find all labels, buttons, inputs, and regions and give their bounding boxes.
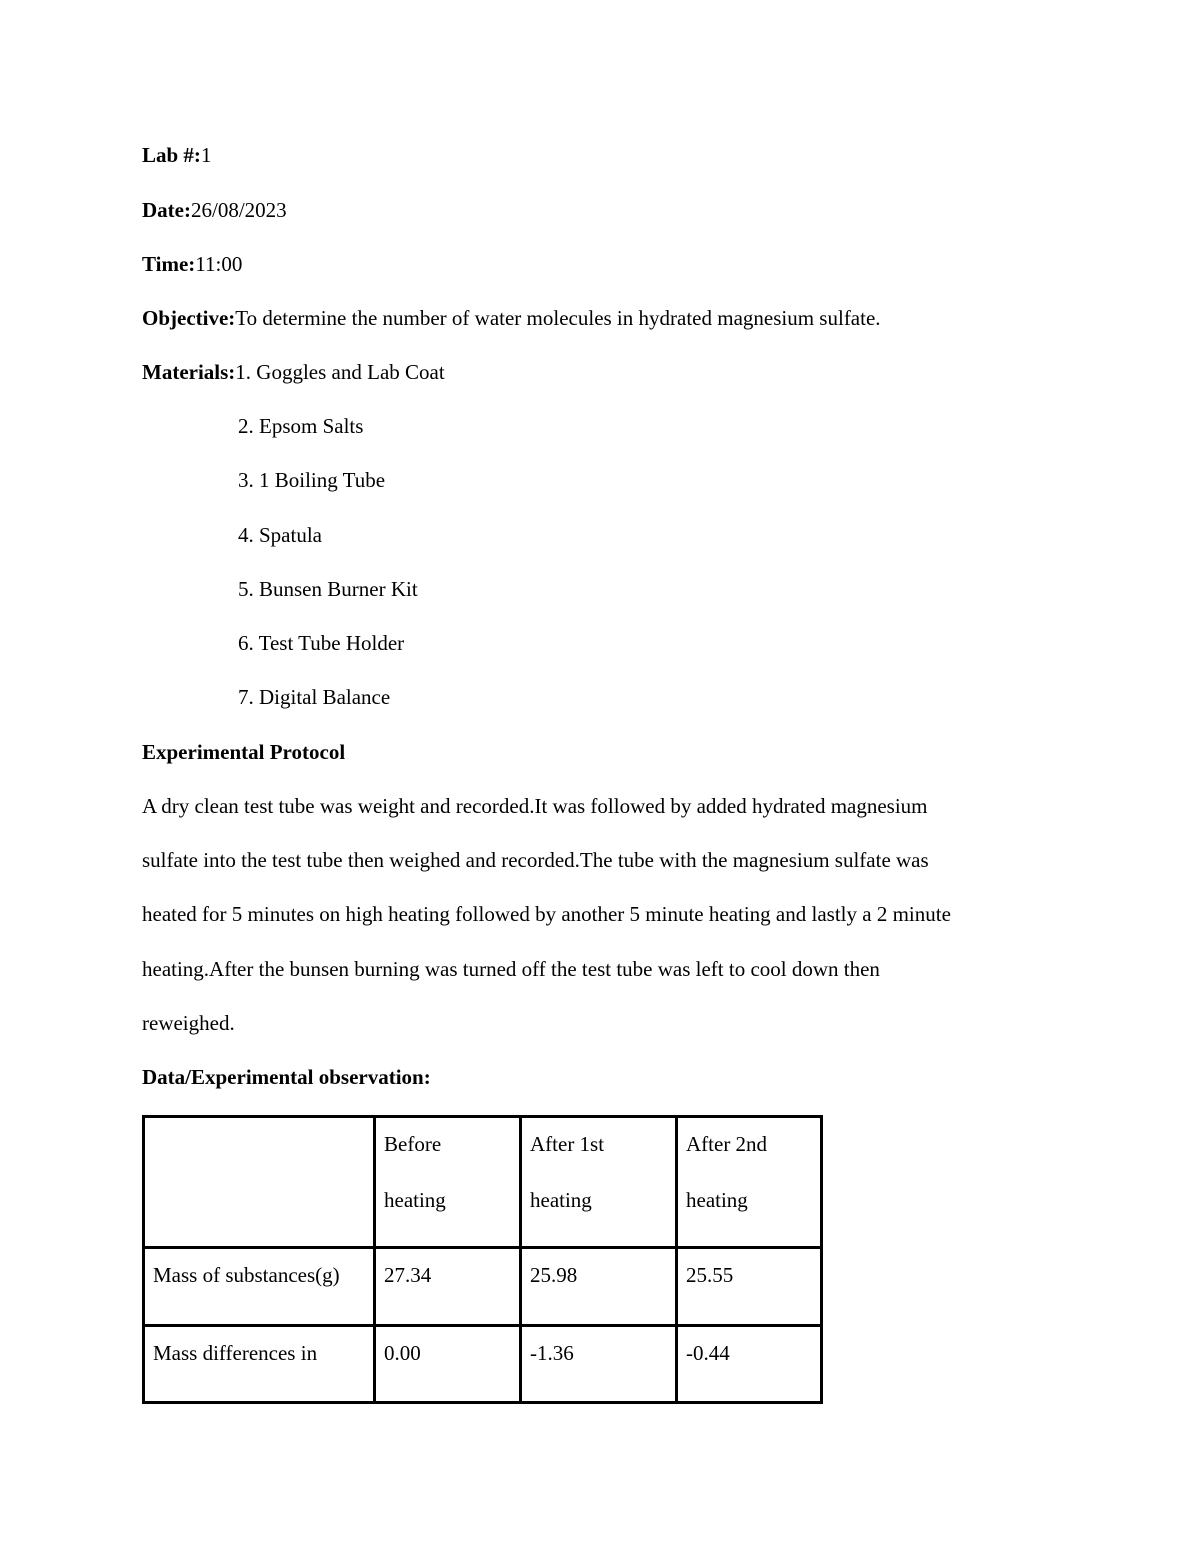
time-line: [142, 252, 242, 276]
materials-item: 1. Goggles and Lab Coat: [235, 360, 445, 384]
table-cell: Mass differences in: [144, 1326, 375, 1403]
time-value: 11:00: [195, 252, 243, 276]
date-label: Date:: [142, 198, 191, 222]
protocol-line: heating.After the bunsen burning was turned off the test tube was left to cool down then: [142, 957, 880, 981]
lab-number-line: [142, 143, 211, 167]
protocol-line: A dry clean test tube was weight and recorded.It was followed by added hydrated magnesium: [142, 794, 928, 818]
table-cell: 25.55: [677, 1248, 822, 1326]
table-cell: -0.44: [677, 1326, 822, 1403]
materials-item: 7. Digital Balance: [238, 685, 391, 709]
materials-item: 5. Bunsen Burner Kit: [238, 577, 418, 601]
lab-number-label: Lab #:: [142, 143, 201, 167]
table-header-cell: [144, 1117, 375, 1248]
materials-item: 2. Epsom Salts: [238, 414, 364, 438]
objective-value: To determine the number of water molecules in hydrated magnesium sulfate.: [235, 306, 881, 330]
time-label: Time:: [142, 252, 196, 276]
table-header-cell: After 2nd heating: [677, 1117, 822, 1248]
table-cell: 0.00: [375, 1326, 521, 1403]
table-cell: Mass of substances(g): [144, 1248, 375, 1326]
protocol-line: heated for 5 minutes on high heating followed by another 5 minute heating and lastly a 2 minute: [142, 902, 951, 926]
table-cell: -1.36: [521, 1326, 677, 1403]
table-row: [144, 1248, 822, 1326]
table-cell: 27.34: [375, 1248, 521, 1326]
date-value: 26/08/2023: [190, 198, 287, 222]
table-row: [144, 1326, 822, 1403]
materials-line: [142, 360, 445, 384]
protocol-heading: Experimental Protocol: [142, 740, 346, 764]
observation-table: [142, 1115, 823, 1404]
date-line: [142, 198, 287, 222]
objective-label: Objective:: [142, 306, 236, 330]
materials-item: 3. 1 Boiling Tube: [238, 468, 386, 492]
materials-item: 4. Spatula: [238, 523, 322, 547]
table-header-cell: After 1st heating: [521, 1117, 677, 1248]
materials-label: Materials:: [142, 360, 236, 384]
protocol-line: reweighed.: [142, 1011, 235, 1035]
table-cell: 25.98: [521, 1248, 677, 1326]
protocol-line: sulfate into the test tube then weighed and recorded.The tube with the magnesium sulfate was: [142, 848, 929, 872]
table-header-row: [144, 1117, 822, 1248]
data-heading: Data/Experimental observation:: [142, 1065, 431, 1089]
table-header-cell: Before heating: [375, 1117, 521, 1248]
objective-line: [142, 306, 881, 330]
lab-number-value: 1: [200, 143, 212, 167]
materials-item: 6. Test Tube Holder: [238, 631, 405, 655]
